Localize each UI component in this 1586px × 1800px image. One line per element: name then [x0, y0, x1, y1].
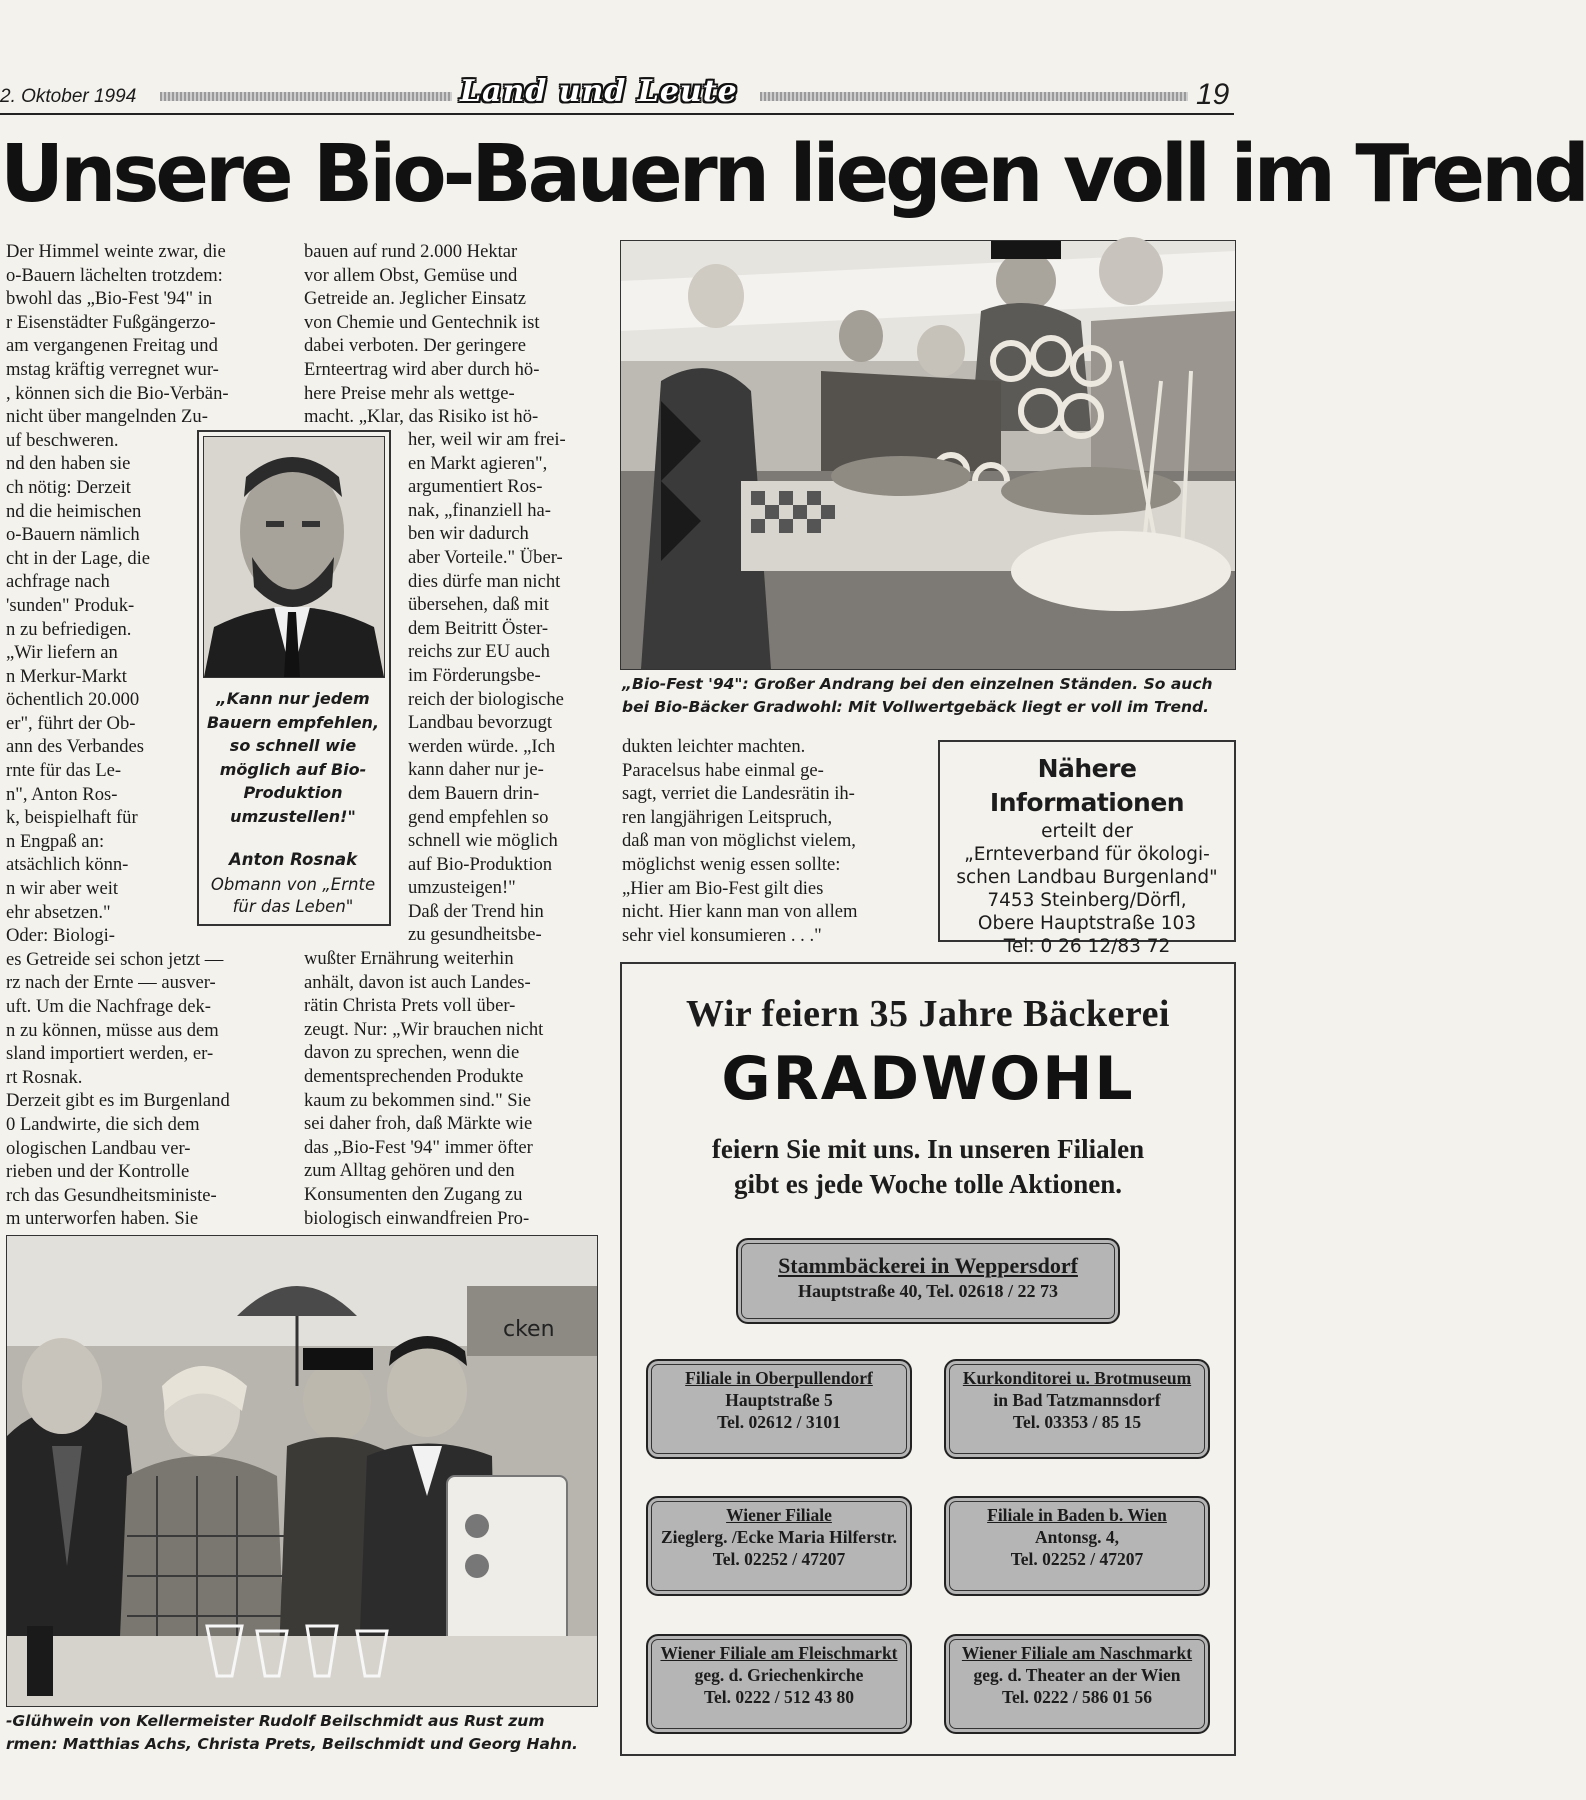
article-column-2-top: bauen auf rund 2.000 Hektar vor allem Obst, Gemüse und Getreide an. Jeglicher Einsatz von Chemie und Gentechnik ist dabei verboten. Der geringere Ernteertrag wird aber durch hö- here Preise mehr als wettge- macht. „Klar, das Risiko ist hö- [304, 241, 540, 428]
group-photo-caption-line-1: -Glühwein von Kellermeister Rudolf Beilschmidt aus Rust zum [6, 1712, 545, 1730]
group-image [7, 1236, 597, 1706]
info-box-line: Tel: 0 26 12/83 72 [1003, 936, 1171, 957]
section-logo: Land und Leute [460, 74, 738, 109]
market-photo-caption: „Bio-Fest '94": Großer Andrang bei den einzelnen Ständen. So auch bei Bio-Bäcker Gradwohl: Mit Vollwertgebäck liegt er voll im Trend. [622, 675, 1213, 716]
issue-date: 2. Oktober 1994 [0, 86, 137, 107]
bakery-advertisement [620, 962, 1236, 1756]
branch-title: Filiale in Baden b. Wien [987, 1505, 1167, 1525]
branch-address: Hauptstraße 5 [725, 1390, 833, 1410]
article-column-1: Der Himmel weinte zwar, die o-Bauern lächelten trotzdem: bwohl das „Bio-Fest '94" in r Eisenstädter Fußgängerzo- am vergangenen Freitag und mstag kräftig verregnet wur- , können sich die Bio-Verbän- nicht über mangelnden Zu- uf beschweren. nd den haben sie ch nötig: Derzeit nd die heimischen o-Bauern nämlich cht in der Lage, die achfrage nach 'sunden" Produk- n zu befriedigen. „Wir liefern an n Merkur-Markt öchentlich 20.000 er", führt der Ob- ann des Verbandes rnte für das Le- n", Anton Ros- k, beispielhaft für n Engpaß an: atsächlich könn- n wir aber weit ehr absetzen." Oder: Biologi- es Getreide sei schon jetzt — rz nach der Ernte — ausver- uft. Um die Nachfrage dek- n zu können, müsse aus dem sland importiert werden, er- rt Rosnak. Derzeit gibt es im Burgenland 0 Landwirte, die sich dem ologischen Landbau ver- rieben und der Kontrolle rch das Gesundheitsministe- m unterworfen haben. Sie [6, 241, 230, 1230]
main-store-box [736, 1238, 1120, 1324]
ad-brand-logo: GRADWOHL [721, 1044, 1135, 1114]
headline: Unsere Bio-Bauern liegen voll im Trend [0, 128, 1586, 220]
ad-headline: Wir feiern 35 Jahre Bäckerei [686, 993, 1170, 1035]
branch-box [646, 1359, 912, 1459]
branch-box [944, 1496, 1210, 1596]
branch-title: Kurkonditorei u. Brotmuseum [962, 1368, 1192, 1388]
branch-phone: Tel. 02252 / 47207 [1010, 1549, 1144, 1569]
quote-role: Obmann von „Ernte für das Leben" [210, 875, 376, 916]
quote-box [197, 430, 391, 926]
branch-title: Wiener Filiale [726, 1505, 832, 1525]
branch-title: Wiener Filiale am Fleischmarkt [660, 1643, 898, 1663]
branch-box [944, 1359, 1210, 1459]
info-box-title: Nähere Informationen [989, 754, 1185, 817]
info-box-line: erteilt der [1041, 821, 1133, 842]
article-column-2-narrow: her, weil wir am frei- en Markt agieren", argumentiert Ros- nak, „finanziell ha- ben wir dadurch aber Vorteile." Über- dies dürfe man nicht übersehen, daß mit dem Beitritt Öster- reichs zur EU auch im Förderungsbe- reich der biologische Landbau bevorzugt werden würde. „Ich kann daher nur je- dem Bauern drin- gend empfehlen so schnell wie möglich auf Bio-Produktion umzusteigen!" Daß der Trend hin zu gesundheitsbe- [408, 429, 566, 946]
branch-address: Zieglerg. /Ecke Maria Hilferstr. [660, 1527, 898, 1547]
group-photo-caption-line-2: rmen: Matthias Achs, Christa Prets, Beilschmidt und Georg Hahn. [6, 1735, 578, 1753]
branch-address: geg. d. Griechenkirche [694, 1665, 864, 1685]
branch-phone: Tel. 02252 / 47207 [712, 1549, 846, 1569]
info-box-line: 7453 Steinberg/Dörfl, [987, 890, 1187, 911]
portrait-image [204, 437, 384, 677]
page-number: 19 [1196, 78, 1230, 111]
branch-address: Antonsg. 4, [1034, 1527, 1120, 1547]
market-photo [620, 240, 1236, 670]
branch-phone: Tel. 02612 / 3101 [717, 1412, 841, 1432]
article-column-2-bottom: wußter Ernährung weiterhin anhält, davon ist auch Landes- rätin Christa Prets voll über- zeugt. Nur: „Wir brauchen nicht davon zu sprechen, wenn die dementsprechenden Produkte kaum zu bekommen sind." Sie sei daher froh, daß Märkte wie das „Bio-Fest '94" immer öfter zum Alltag gehören und den Konsumenten den Zugang zu biologisch einwandfreien Pro- [304, 948, 544, 1229]
branch-title: Wiener Filiale am Naschmarkt [961, 1643, 1193, 1663]
branch-phone: Tel. 0222 / 512 43 80 [703, 1687, 855, 1707]
info-box [938, 740, 1236, 957]
branch-address: in Bad Tatzmannsdorf [993, 1390, 1161, 1410]
quote-author: Anton Rosnak [228, 850, 358, 869]
group-photo-sign: cken [503, 1317, 555, 1342]
branch-phone: Tel. 0222 / 586 01 56 [1001, 1687, 1153, 1707]
branch-box [646, 1634, 912, 1734]
portrait-photo [203, 436, 385, 678]
info-box-line: Obere Hauptstraße 103 [977, 913, 1197, 934]
info-box-line: „Ernteverband für ökologi- [964, 844, 1210, 865]
market-image [621, 241, 1235, 669]
branch-box [944, 1634, 1210, 1734]
info-box-line: schen Landbau Burgenland" [956, 867, 1218, 888]
article-column-3: dukten leichter machten. Paracelsus habe einmal ge- sagt, verriet die Landesrätin ih- ren langjährigen Leitspruch, daß man von möglichst vielem, möglichst wenig essen sollte: „Hier am Bio-Fest gilt dies nicht. Hier kann man von allem sehr viel konsumieren . . ." [622, 736, 858, 946]
main-store-address: Hauptstraße 40, Tel. 02618 / 22 73 [797, 1281, 1059, 1301]
ad-subline-1: feiern Sie mit uns. In unseren Filialen [711, 1134, 1145, 1164]
branch-address: geg. d. Theater an der Wien [973, 1665, 1181, 1685]
branch-phone: Tel. 03353 / 85 15 [1012, 1412, 1142, 1432]
header-rule-right [760, 92, 1188, 101]
main-store-title: Stammbäckerei in Weppersdorf [778, 1253, 1078, 1278]
branch-title: Filiale in Oberpullendorf [685, 1368, 873, 1388]
ad-subline-2: gibt es jede Woche tolle Aktionen. [734, 1169, 1122, 1199]
quote-text: „Kann nur jedem Bauern empfehlen, so schnell wie möglich auf Bio-Produktion umzustellen!" [206, 689, 380, 826]
branch-box [646, 1496, 912, 1596]
header-divider [0, 113, 1234, 115]
group-photo [6, 1235, 598, 1707]
header-rule-left [160, 92, 452, 101]
